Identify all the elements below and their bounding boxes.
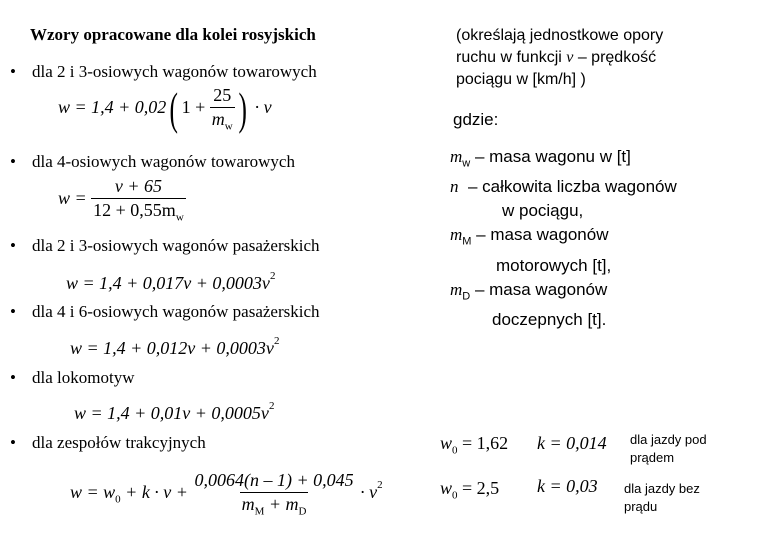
gdzie-label: gdzie: [453,110,499,129]
note-line-3: pociągu w [km/h] ) [456,71,586,88]
formula-1: w = 1,4 + 0,02( 1 + $\frac{25}{m_w}$ ) · v [58,82,272,134]
param-k-2: k = 0,03 [537,476,598,496]
formula-2: w = $\frac{v + 65}{12 + 0,55m_w}$ [58,176,184,224]
param-w0-1: $w_0 = 1,62$ [440,433,509,457]
note [456,25,663,91]
formula-3: $w = 1,4 + 0,017v + 0,0003v^2$ [66,270,276,293]
legend-n-cont: w pociągu, [502,201,584,221]
formula-5: $w = 1,4 + 0,01v + 0,0005v^2$ [74,400,275,423]
legend-mM: $m_M$ – masa wagonów [450,225,609,248]
legend-n: n – całkowita liczba wagonów [450,177,677,197]
bullet-item: • dla 4 i 6-osiowych wagonów pasażerskich [10,302,320,321]
legend-mD-cont: doczepnych [t]. [492,310,607,330]
legend-mM-cont: motorowych [t], [496,255,612,275]
param-w0-2: $w_0 = 2,5$ [440,478,500,502]
bullet-item: • dla zespołów trakcyjnych [10,433,206,452]
param-desc-1: dla jazdy pod prądem [630,432,707,465]
bullet-item: • dla 2 i 3-osiowych wagonów towarowych [10,62,317,81]
legend-mw: $m_w$ – masa wagonu w [t] [450,147,631,170]
note-line-1: (określają jednostkowe opory [456,27,664,44]
bullet-item: • dla 2 i 3-osiowych wagonów pasażerskich [10,236,320,255]
formula-4: $w = 1,4 + 0,012v + 0,0003v^2$ [70,335,280,358]
bullet-item: • dla 4-osiowych wagonów towarowych [10,152,295,171]
page-title: Wzory opracowane dla kolei rosyjskich [30,25,316,44]
note-line-2: ruchu w funkcji v – prędkość [456,49,657,66]
formula-6: $w = w_0 + k \cdot v$ + $\frac{0,0064(n - 1) + 0,045}{m_M + m_D}$ · $v^2$ [70,470,383,518]
param-k-1: k = 0,014 [537,433,607,453]
param-desc-2: dla jazdy bez prądu [624,481,700,514]
bullet-item: • dla lokomotyw [10,368,135,387]
legend [450,145,677,332]
legend-mD: $m_D$ – masa wagonów [450,279,608,303]
